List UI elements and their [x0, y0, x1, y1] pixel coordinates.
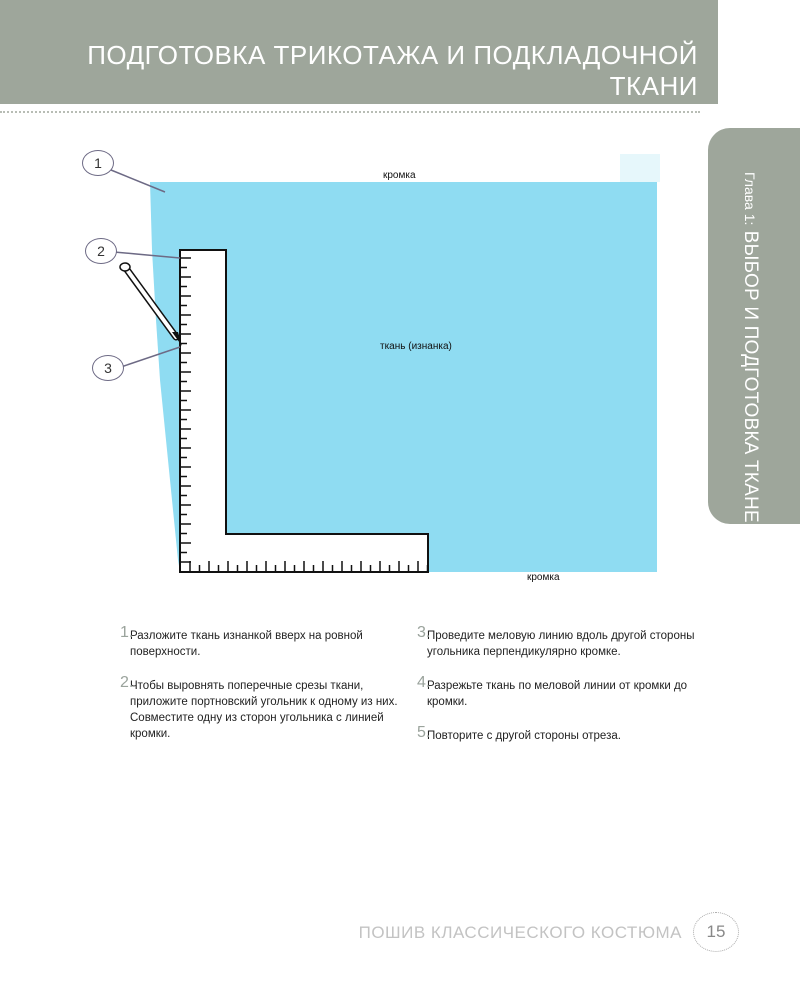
step-5 [417, 724, 702, 744]
step-number: 5. [417, 724, 431, 741]
step-text: Повторите с другой стороны отреза. [427, 730, 621, 742]
footer-book-title: ПОШИВ КЛАССИЧЕСКОГО КОСТЮМА [358, 923, 682, 942]
step-number: 4. [417, 674, 431, 691]
steps-column-left [120, 624, 405, 760]
step-text: Разложите ткань изнанкой вверх на ровной поверхности. [130, 630, 363, 658]
step-text: Чтобы выровнять поперечные срезы ткани, приложите портновский угольник к одному из них. Совместите одну из сторон угольника с линией кромки. [130, 680, 398, 740]
chapter-title: ВЫБОР И ПОДГОТОВКА ТКАНЕЙ [740, 230, 761, 537]
step-2 [120, 674, 405, 742]
callout-3: 3 [92, 355, 124, 381]
step-number: 2. [120, 674, 134, 691]
callout-1: 1 [82, 150, 114, 176]
step-number: 3. [417, 624, 431, 641]
fabric-illustration [0, 140, 700, 600]
step-4 [417, 674, 702, 710]
leader-line-1 [111, 170, 165, 192]
chapter-tab [708, 128, 800, 537]
page-header [0, 0, 718, 104]
chapter-heading [732, 172, 768, 537]
callout-2: 2 [85, 238, 117, 264]
label-bottom-edge: кромка [527, 572, 560, 583]
steps-column-right [417, 624, 702, 762]
step-1 [120, 624, 405, 660]
label-top-edge: кромка [383, 170, 416, 181]
label-fabric: ткань (изнанка) [380, 341, 452, 352]
page-number: 15 [693, 912, 739, 952]
fabric-corner [620, 154, 660, 182]
dotted-divider [0, 111, 700, 113]
step-number: 1. [120, 624, 134, 641]
chapter-label: Глава 1: [742, 172, 758, 226]
step-3 [417, 624, 702, 660]
step-text: Разрежьте ткань по меловой линии от кромки до кромки. [427, 680, 688, 708]
step-text: Проведите меловую линию вдоль другой стороны угольника перпендикулярно кромке. [427, 630, 695, 658]
page-title: ПОДГОТОВКА ТРИКОТАЖА И ПОДКЛАДОЧНОЙ ТКАНИ [87, 40, 698, 101]
